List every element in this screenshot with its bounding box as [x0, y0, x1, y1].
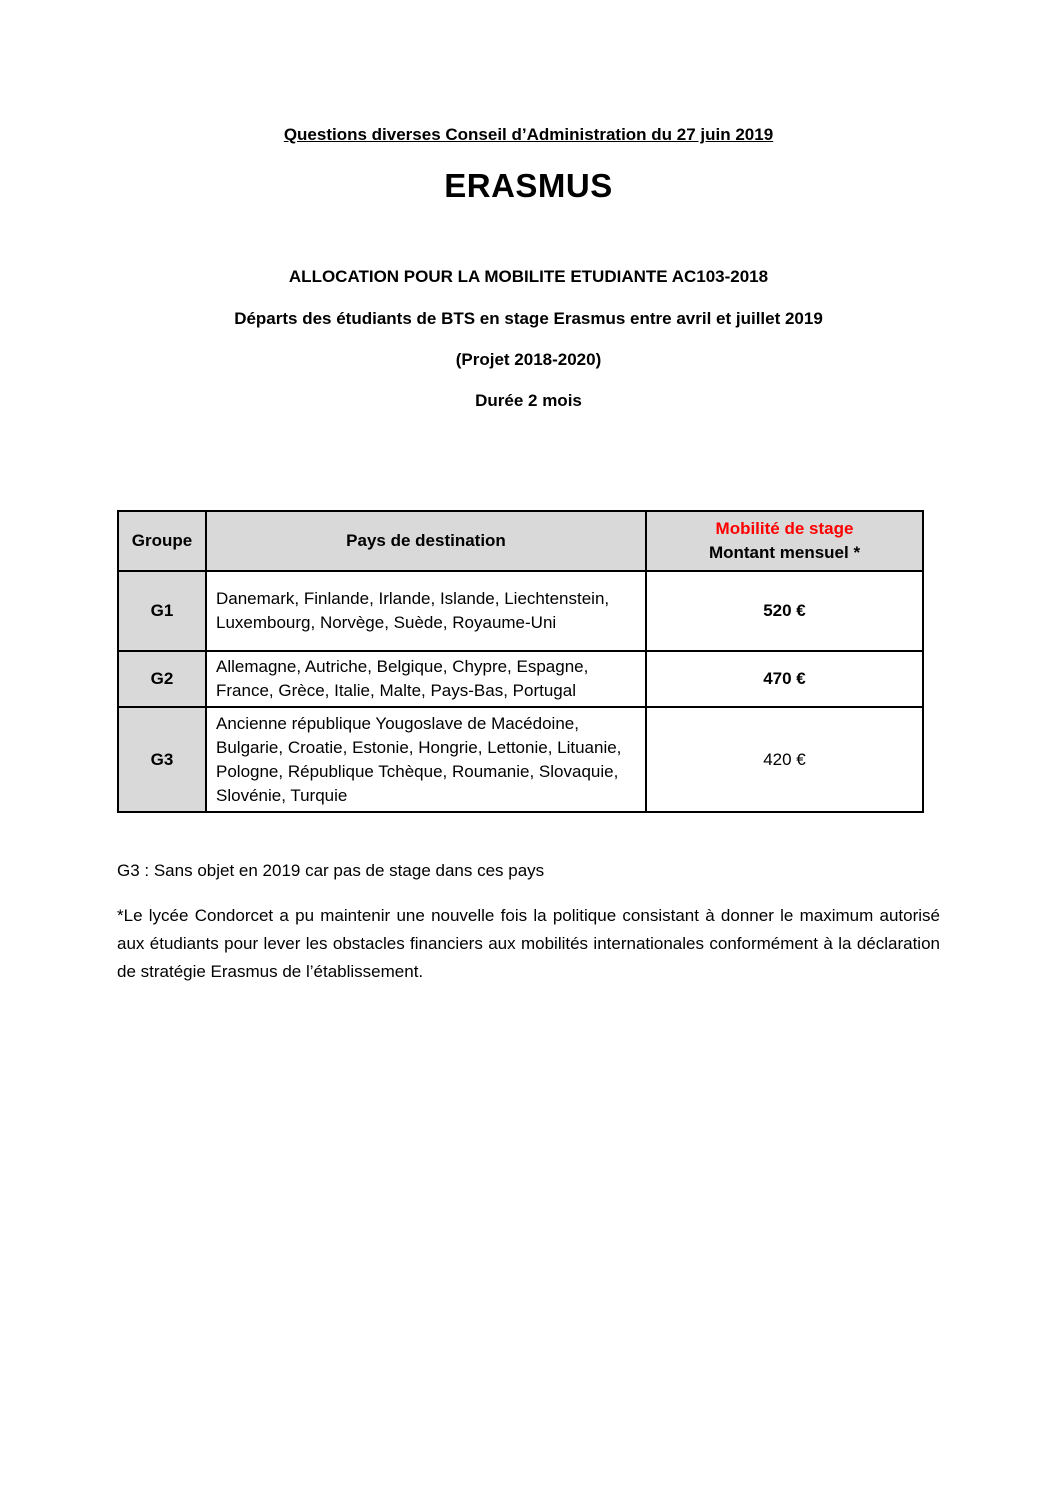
header-mobilite-line1: Mobilité de stage [715, 519, 854, 538]
subtitle-duree: Durée 2 mois [475, 391, 582, 410]
montant-cell-g3: 420 € [646, 707, 923, 812]
montant-cell-g2: 470 € [646, 651, 923, 707]
pays-cell-g1: Danemark, Finlande, Irlande, Islande, Liechtenstein, Luxembourg, Norvège, Suède, Royaume-Uni [206, 571, 646, 651]
document-header-line: Questions diverses Conseil d’Administration du 27 juin 2019 [283, 125, 774, 144]
table-row [118, 707, 923, 812]
header-mobilite-line2: Montant mensuel * [708, 543, 861, 562]
table-row [118, 571, 923, 651]
subtitle-projet: (Projet 2018-2020) [455, 350, 602, 369]
montant-cell-g1: 520 € [646, 571, 923, 651]
g3-note: G3 : Sans objet en 2019 car pas de stage dans ces pays [117, 861, 545, 880]
groupe-cell-g2: G2 [118, 651, 206, 707]
document-title: ERASMUS [444, 167, 613, 204]
header-cell-pays: Pays de destination [206, 511, 646, 571]
subtitle-departs: Départs des étudiants de BTS en stage Erasmus entre avril et juillet 2019 [234, 309, 823, 328]
footnote-paragraph: *Le lycée Condorcet a pu maintenir une nouvelle fois la politique consistant à donner le maximum autorisé aux étudiants pour lever les obstacles financiers aux mobilités internationales conformément à la déclaration de stratégie Erasmus de l’établissement. [117, 906, 940, 981]
table-row [118, 651, 923, 707]
table-header-row [118, 511, 923, 571]
header-cell-mobilite [646, 511, 923, 571]
allocation-table [117, 510, 924, 813]
header-cell-groupe: Groupe [118, 511, 206, 571]
pays-cell-g3: Ancienne république Yougoslave de Macédoine, Bulgarie, Croatie, Estonie, Hongrie, Lettonie, Lituanie, Pologne, République Tchèque, Roumanie, Slovaquie, Slovénie, Turquie [206, 707, 646, 812]
groupe-cell-g1: G1 [118, 571, 206, 651]
groupe-cell-g3: G3 [118, 707, 206, 812]
pays-cell-g2: Allemagne, Autriche, Belgique, Chypre, Espagne, France, Grèce, Italie, Malte, Pays-Bas, Portugal [206, 651, 646, 707]
subtitle-allocation: ALLOCATION POUR LA MOBILITE ETUDIANTE AC103-2018 [288, 267, 769, 286]
